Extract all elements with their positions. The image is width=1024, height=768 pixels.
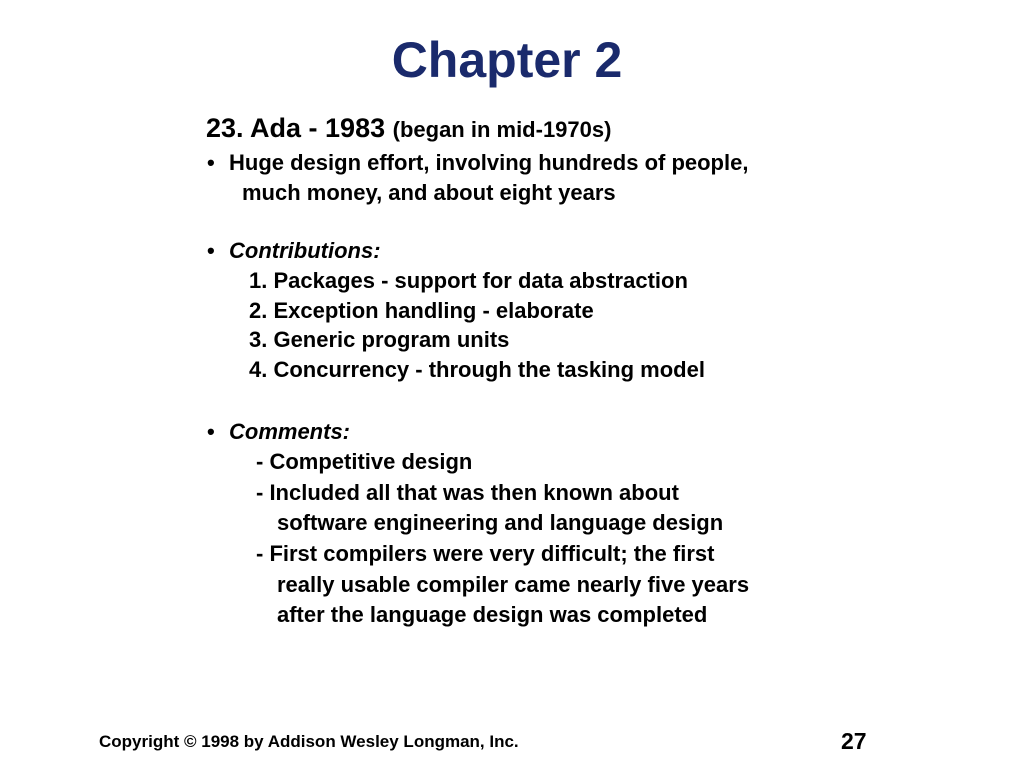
intro-line-2: much money, and about eight years — [242, 180, 616, 205]
contribution-item: 1. Packages - support for data abstraction — [249, 268, 688, 293]
heading-main: 23. Ada - 1983 — [206, 113, 386, 143]
comments-bullet-line — [207, 418, 350, 446]
contribution-item: 4. Concurrency - through the tasking model — [249, 357, 705, 382]
comment-line: - Competitive design — [256, 449, 473, 474]
intro-line-1: Huge design effort, involving hundreds of people, — [229, 150, 749, 175]
bullet-icon: • — [207, 419, 215, 444]
comment-line: really usable compiler came nearly five years — [277, 572, 750, 597]
comments-label: Comments: — [229, 419, 351, 444]
section-heading — [206, 112, 611, 146]
comment-line: software engineering and language design — [277, 510, 724, 535]
intro-bullet-line — [207, 149, 748, 177]
contribution-item: 2. Exception handling - elaborate — [249, 298, 594, 323]
slide-title: Chapter 2 — [391, 32, 623, 88]
heading-sub: (began in mid-1970s) — [392, 117, 612, 142]
contributions-label: Contributions: — [229, 238, 381, 263]
comment-line: after the language design was completed — [277, 602, 708, 627]
bullet-icon: • — [207, 150, 215, 175]
comment-line: - First compilers were very difficult; the first — [256, 541, 715, 566]
footer-copyright: Copyright © 1998 by Addison Wesley Longman, Inc. — [99, 732, 519, 751]
bullet-icon: • — [207, 238, 215, 263]
page-number: 27 — [841, 728, 867, 754]
contribution-item: 3. Generic program units — [249, 327, 510, 352]
comment-line: - Included all that was then known about — [256, 480, 679, 505]
contributions-bullet-line — [207, 237, 381, 265]
